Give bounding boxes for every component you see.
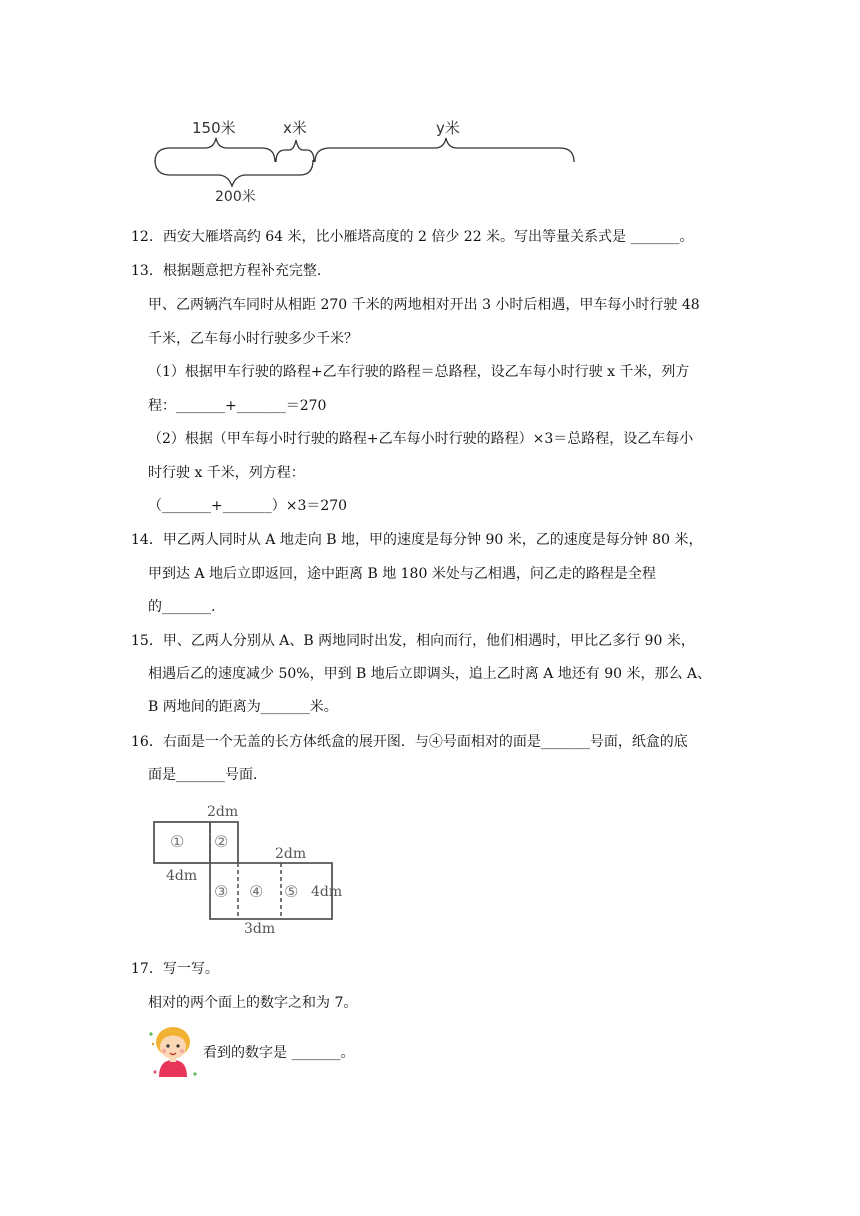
net-label-right: 4dm [311, 884, 343, 900]
question-12: 12．西安大雁塔高约 64 米，比小雁塔高度的 2 倍少 22 米。写出等量关系式是 _______。 [131, 229, 694, 245]
net-label-top: 2dm [207, 804, 239, 820]
net-label-left: 4dm [166, 868, 198, 884]
question-15-line-1: 15．甲、乙两人分别从 A、B 两地同时出发，相向而行，他们相遇时，甲比乙多行 90 米， [131, 633, 695, 649]
question-13-line-1: 甲、乙两辆汽车同时从相距 270 千米的两地相对开出 3 小时后相遇，甲车每小时行驶 48 [148, 297, 700, 313]
question-14-line-1: 14．甲乙两人同时从 A 地走向 B 地，甲的速度是每分钟 90 米，乙的速度是每分钟 80 米， [131, 532, 703, 548]
label-150m: 150米 [192, 119, 236, 137]
question-17-title: 17．写一写。 [131, 961, 219, 977]
question-13-line-7: （_______+_______）×3＝270 [148, 498, 348, 514]
question-13-line-4: 程：_______+_______＝270 [148, 398, 327, 414]
question-16-line-2: 面是_______号面． [148, 767, 267, 783]
question-13-line-5: （2）根据（甲车每小时行驶的路程+乙车每小时行驶的路程）×3＝总路程，设乙车每小 [148, 431, 694, 447]
face-5: ⑤ [284, 882, 299, 901]
question-13-line-2: 千米，乙车每小时行驶多少千米？ [148, 331, 358, 347]
question-14-line-2: 甲到达 A 地后立即返回，途中距离 B 地 180 米处与乙相遇，问乙走的路程是全程 [148, 566, 656, 582]
label-y-m: y米 [436, 119, 460, 137]
net-label-right-top: 2dm [275, 846, 307, 862]
face-1: ① [170, 832, 185, 851]
label-x-m: x米 [283, 119, 307, 137]
child-avatar-illustration [145, 1022, 205, 1082]
question-14-line-3: 的_______. [148, 599, 216, 615]
face-2: ② [214, 832, 229, 851]
question-13-title: 13．根据题意把方程补充完整. [131, 263, 322, 279]
question-17-line-1: 相对的两个面上的数字之和为 7。 [148, 995, 358, 1011]
question-15-line-2: 相遇后乙的速度减少 50%，甲到 B 地后立即调头，追上乙时离 A 地还有 90 米，那么 A、 [148, 666, 712, 682]
question-17-answer: 看到的数字是 _______。 [203, 1045, 355, 1061]
question-15-line-3: B 两地间的距离为_______米。 [148, 699, 338, 715]
label-200m: 200米 [215, 189, 256, 205]
face-3: ③ [214, 882, 229, 901]
question-16-line-1: 16．右面是一个无盖的长方体纸盒的展开图．与④号面相对的面是_______号面，纸盒的底 [131, 734, 688, 750]
question-13-line-6: 时行驶 x 千米，列方程： [148, 465, 305, 481]
face-4: ④ [249, 882, 264, 901]
net-label-bottom: 3dm [244, 921, 276, 937]
question-13-line-3: （1）根据甲车行驶的路程+乙车行驶的路程＝总路程，设乙车每小时行驶 x 千米，列方 [148, 364, 690, 380]
